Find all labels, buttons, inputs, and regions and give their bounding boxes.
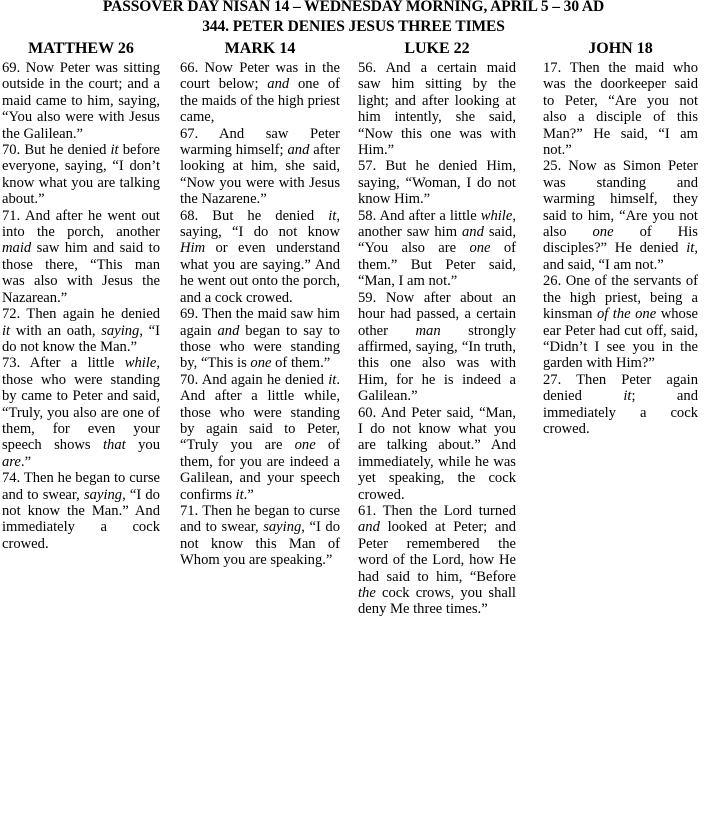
verse-text: strongly affirmed, saying, “In truth, this one also was with Him, for he is indeed a Galilean.” xyxy=(358,322,517,405)
verse-text: of His disciples?” He denied xyxy=(543,224,698,257)
verse-italic-text: maid xyxy=(2,240,32,257)
verse-text: saw him and said to those there, “This man was also with Jesus the Nazarean.” xyxy=(2,240,160,306)
verse-text: 68. But he denied xyxy=(180,207,329,224)
verse-text: 58. And after a little xyxy=(358,207,481,224)
verse xyxy=(2,306,160,355)
verse-italic-text: one xyxy=(294,437,316,454)
verse-text: 70. But he denied xyxy=(2,142,111,159)
verse-text: you xyxy=(125,437,160,454)
verse-italic-text: man xyxy=(415,322,441,339)
verse-italic-text: the xyxy=(358,585,376,601)
verse-italic-text: it xyxy=(623,388,632,405)
verse-italic-text: saying xyxy=(83,486,123,503)
verse xyxy=(358,405,516,503)
verse-text: with an oath, xyxy=(10,322,102,339)
column-heading: LUKE 22 xyxy=(404,40,470,57)
verse-text: , “I do not know the Man.” And immediately a cock crowed. xyxy=(2,486,160,552)
verse xyxy=(543,158,698,273)
verse-text: 57. But he denied Him, saying, “Woman, I do not know Him.” xyxy=(358,158,516,208)
verse-italic-text: it xyxy=(110,142,119,159)
verse-text: whose ear Peter had cut off, said, “Didn’t I see you in the garden with Him?” xyxy=(543,306,698,372)
column-text xyxy=(543,60,698,437)
verse-text: 27. Then Peter again denied xyxy=(543,371,698,405)
verse-text: , “I do not know this Man of Whom you are speaking.” xyxy=(180,519,340,569)
verse-text: , saying, “I do not know xyxy=(180,207,340,241)
column-luke xyxy=(358,39,516,618)
verse-text: 17. Then the maid who was the doorkeeper said to Peter, “Are you not also a disciple of this Man?” He said, “I am not.” xyxy=(543,60,698,159)
verse-italic-text: it xyxy=(328,207,337,224)
verse-text: 73. After a little xyxy=(2,355,125,372)
gospel-columns xyxy=(1,39,706,618)
verse-text: 56. And a certain maid saw him sitting by the light; and after looking at him intently, she said, “Now this one was with Him.” xyxy=(358,60,516,159)
verse-italic-text: and xyxy=(358,519,380,536)
verse-italic-text: and xyxy=(462,224,484,241)
column-matthew xyxy=(2,39,160,552)
verse-italic-text: are xyxy=(2,453,21,470)
verse xyxy=(180,372,340,503)
verse-text: 26. One of the servants of the high priest, being a kinsman xyxy=(543,273,698,323)
column-heading: MARK 14 xyxy=(224,40,296,57)
verse xyxy=(358,158,516,207)
column-mark xyxy=(180,39,340,569)
verse-text: . And after a little while, those who were standing by again said to Peter, “Truly you are xyxy=(180,371,340,454)
verse-text: .” xyxy=(243,486,254,503)
verse-text: ; and immediately a cock crowed. xyxy=(543,388,698,437)
column-text xyxy=(358,60,516,618)
verse-text: 72. Then again he denied xyxy=(2,306,160,323)
verse-text: , those who were standing by came to Peter and said, “Truly, you also are one of them, for even your speech shows xyxy=(2,355,160,454)
verse xyxy=(2,355,160,470)
verse-italic-text: it xyxy=(328,371,337,388)
column-john xyxy=(543,39,698,437)
column-heading: MATTHEW 26 xyxy=(28,40,134,57)
verse-text: 74. Then he began to curse and to swear, xyxy=(2,470,160,503)
verse xyxy=(358,60,516,158)
column-heading: JOHN 18 xyxy=(588,40,653,57)
verse-italic-text: while xyxy=(124,355,157,372)
verse xyxy=(180,306,340,372)
verse xyxy=(358,290,516,405)
verse-text: 69. Then the maid saw him again xyxy=(180,306,340,339)
verse-italic-text: it xyxy=(686,240,695,257)
verse-text: .” xyxy=(20,453,32,470)
verse-text: before everyone, saying, “I don’t know what you are talking about.” xyxy=(2,142,160,208)
verse-text: , another saw him xyxy=(358,207,516,241)
verse-text: began to say to those who were standing by, “This is xyxy=(180,322,340,372)
verse-italic-text: saying xyxy=(101,322,140,339)
verse-text: said, “You also are xyxy=(358,224,516,257)
verse-text: 69. Now Peter was sitting outside in the court; and a maid came to him, saying, “You also were with Jesus the Galilean.” xyxy=(2,60,160,142)
verse-text: 66. Now Peter was in the court below; xyxy=(180,60,340,93)
verse xyxy=(2,470,160,552)
verse-text: after looking at him, she said, “Now you were with Jesus the Nazarene.” xyxy=(180,142,340,208)
verse xyxy=(543,372,698,438)
verse-italic-text: one xyxy=(592,224,614,241)
verse-italic-text: one xyxy=(469,240,491,257)
verse xyxy=(180,126,340,208)
verse-text: one of the maids of the high priest came, xyxy=(180,76,340,126)
verse xyxy=(2,142,160,208)
verse xyxy=(180,208,340,306)
verse-italic-text: Him xyxy=(180,240,206,257)
verse xyxy=(2,60,160,142)
verse xyxy=(358,208,516,290)
verse-text: 70. And again he denied xyxy=(180,371,329,388)
verse xyxy=(543,60,698,158)
verse-text: 71. Then he began to curse and to swear, xyxy=(180,502,340,536)
verse xyxy=(180,60,340,126)
verse-italic-text: saying xyxy=(263,519,302,536)
verse xyxy=(180,503,340,569)
verse-text: cock crows, you shall deny Me three times.” xyxy=(358,585,516,618)
verse-italic-text: and xyxy=(267,76,290,93)
verse-text: 59. Now after about an hour had passed, a certain other xyxy=(358,289,516,339)
verse-text: , and said, “I am not.” xyxy=(543,240,698,273)
verse-italic-text: and xyxy=(217,322,240,339)
verse-italic-text: it xyxy=(2,322,11,339)
verse-text: or even understand what you are saying.” And he went out onto the porch, and a cock crowed. xyxy=(180,240,340,306)
verse xyxy=(358,503,516,618)
verse-italic-text: while xyxy=(480,207,513,224)
verse-text: of them.” xyxy=(271,355,331,372)
column-text xyxy=(2,60,160,552)
verse-text: of them.” But Peter said, “Man, I am not.” xyxy=(358,240,516,290)
verse-text: looked at Peter; and Peter remembered the word of the Lord, how He had said to him, “Before xyxy=(358,519,516,585)
verse-text: , “I do not know the Man.” xyxy=(2,322,160,355)
verse-text: 67. And saw Peter warming himself; xyxy=(180,125,340,159)
verse-italic-text: and xyxy=(287,142,310,159)
section-title: 344. PETER DENIES JESUS THREE TIMES xyxy=(202,18,505,35)
verse-text: 61. Then the Lord turned xyxy=(358,502,516,519)
verse-italic-text: of the one xyxy=(596,306,657,323)
verse-text: 60. And Peter said, “Man, I do not know what you are talking about.” And immediately, while he was yet speaking, the cock crowed. xyxy=(358,404,516,503)
verse-italic-text: it xyxy=(235,486,244,503)
verse-text: 25. Now as Simon Peter was standing and warming himself, they said to him, “Are you not also xyxy=(543,158,698,241)
verse xyxy=(543,273,698,371)
verse-italic-text: one xyxy=(250,355,272,372)
column-text xyxy=(180,60,340,569)
verse xyxy=(2,208,160,306)
header-title: PASSOVER DAY NISAN 14 – WEDNESDAY MORNING, APRIL 5 – 30 AD xyxy=(102,0,605,15)
verse-text: of them, for you are indeed a Galilean, and your speech confirms xyxy=(180,437,340,503)
verse-italic-text: that xyxy=(103,437,126,454)
verse-text: 71. And after he went out into the porch, another xyxy=(2,207,160,241)
